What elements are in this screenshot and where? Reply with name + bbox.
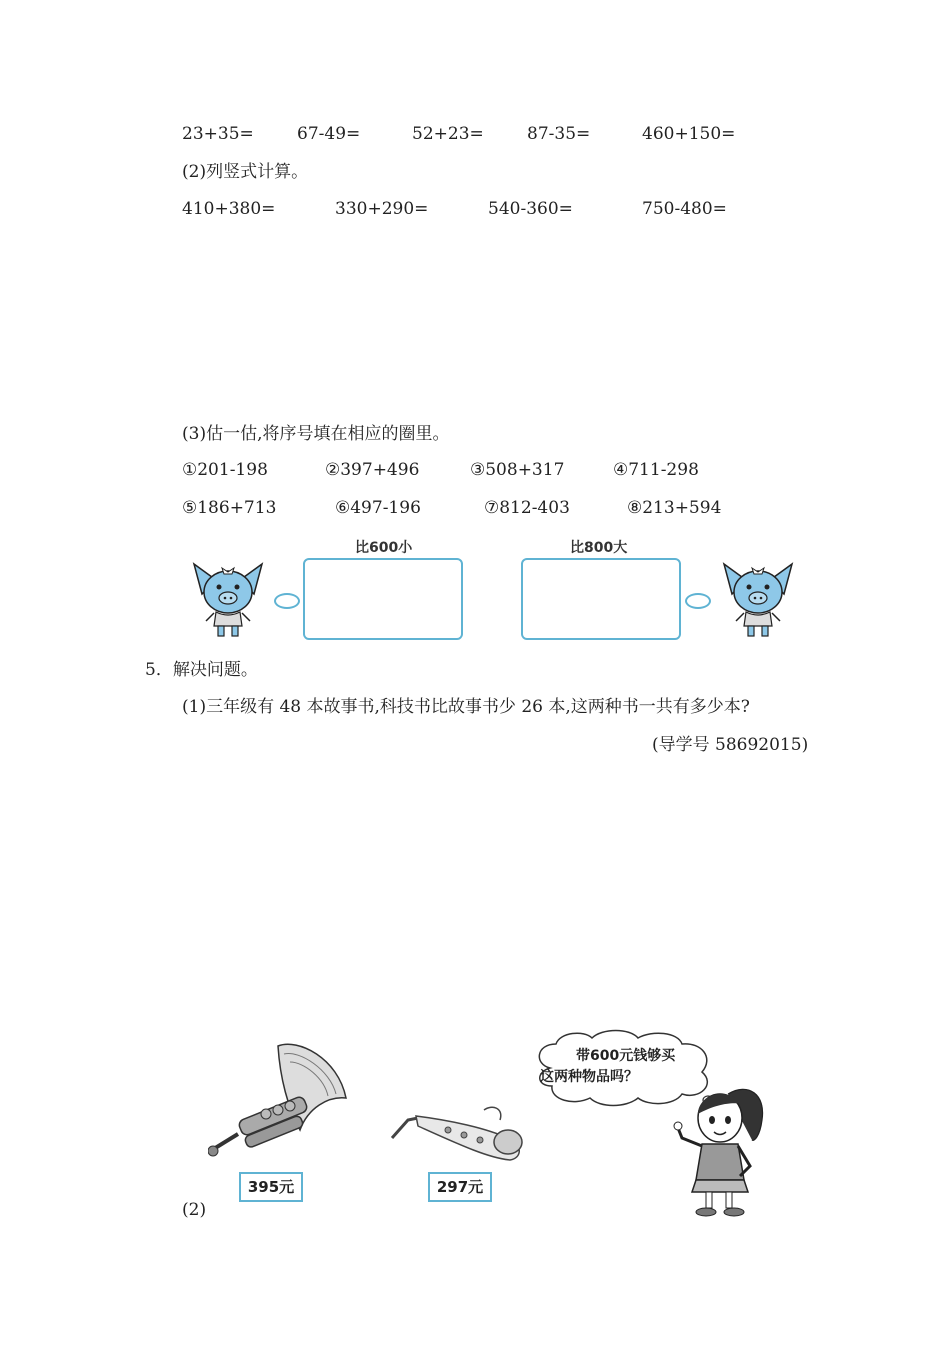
answer-circle-left[interactable] bbox=[274, 593, 300, 609]
girl-icon bbox=[668, 1080, 772, 1220]
pig-right-icon bbox=[716, 558, 800, 640]
vertical-calc-2: 330+290= bbox=[335, 199, 429, 219]
estimate-item-4: ④711-298 bbox=[613, 460, 699, 480]
trumpet-price-tag: 395元 bbox=[239, 1172, 303, 1202]
box-left-label: 比600小 bbox=[355, 540, 413, 556]
calc-5: 460+150= bbox=[642, 124, 736, 144]
vertical-calc-3: 540-360= bbox=[488, 199, 573, 219]
q5-part1-reference: (导学号 58692015) bbox=[652, 735, 809, 755]
box-right-label: 比800大 bbox=[570, 540, 628, 556]
vertical-calc-4: 750-480= bbox=[642, 199, 727, 219]
answer-box-right[interactable] bbox=[521, 558, 681, 640]
part3-title: (3)估一估,将序号填在相应的圈里。 bbox=[182, 424, 450, 444]
estimate-item-6: ⑥497-196 bbox=[335, 498, 421, 518]
bubble-line-2: 这两种物品吗？ bbox=[540, 1069, 638, 1085]
trumpet-icon bbox=[208, 1038, 348, 1162]
calc-1: 23+35= bbox=[182, 124, 254, 144]
vertical-calc-1: 410+380= bbox=[182, 199, 276, 219]
estimate-item-5: ⑤186+713 bbox=[182, 498, 277, 518]
q5-part2-label: (2) bbox=[182, 1200, 207, 1220]
pig-left-icon bbox=[186, 558, 270, 640]
saxophone-price-tag: 297元 bbox=[428, 1172, 492, 1202]
estimate-item-8: ⑧213+594 bbox=[627, 498, 722, 518]
estimate-item-7: ⑦812-403 bbox=[484, 498, 570, 518]
answer-box-left[interactable] bbox=[303, 558, 463, 640]
saxophone-icon bbox=[388, 1100, 532, 1164]
estimate-item-2: ②397+496 bbox=[325, 460, 420, 480]
q5-part1-text: (1)三年级有 48 本故事书,科技书比故事书少 26 本,这两种书一共有多少本? bbox=[182, 697, 750, 717]
calc-2: 67-49= bbox=[297, 124, 361, 144]
calc-4: 87-35= bbox=[527, 124, 591, 144]
calc-3: 52+23= bbox=[412, 124, 484, 144]
bubble-line-1: 带600元钱够买 bbox=[576, 1048, 676, 1064]
estimate-item-3: ③508+317 bbox=[470, 460, 565, 480]
answer-circle-right[interactable] bbox=[685, 593, 711, 609]
part2-title: (2)列竖式计算。 bbox=[182, 162, 309, 182]
estimate-item-1: ①201-198 bbox=[182, 460, 268, 480]
q5-title: 5．解决问题。 bbox=[145, 660, 258, 680]
